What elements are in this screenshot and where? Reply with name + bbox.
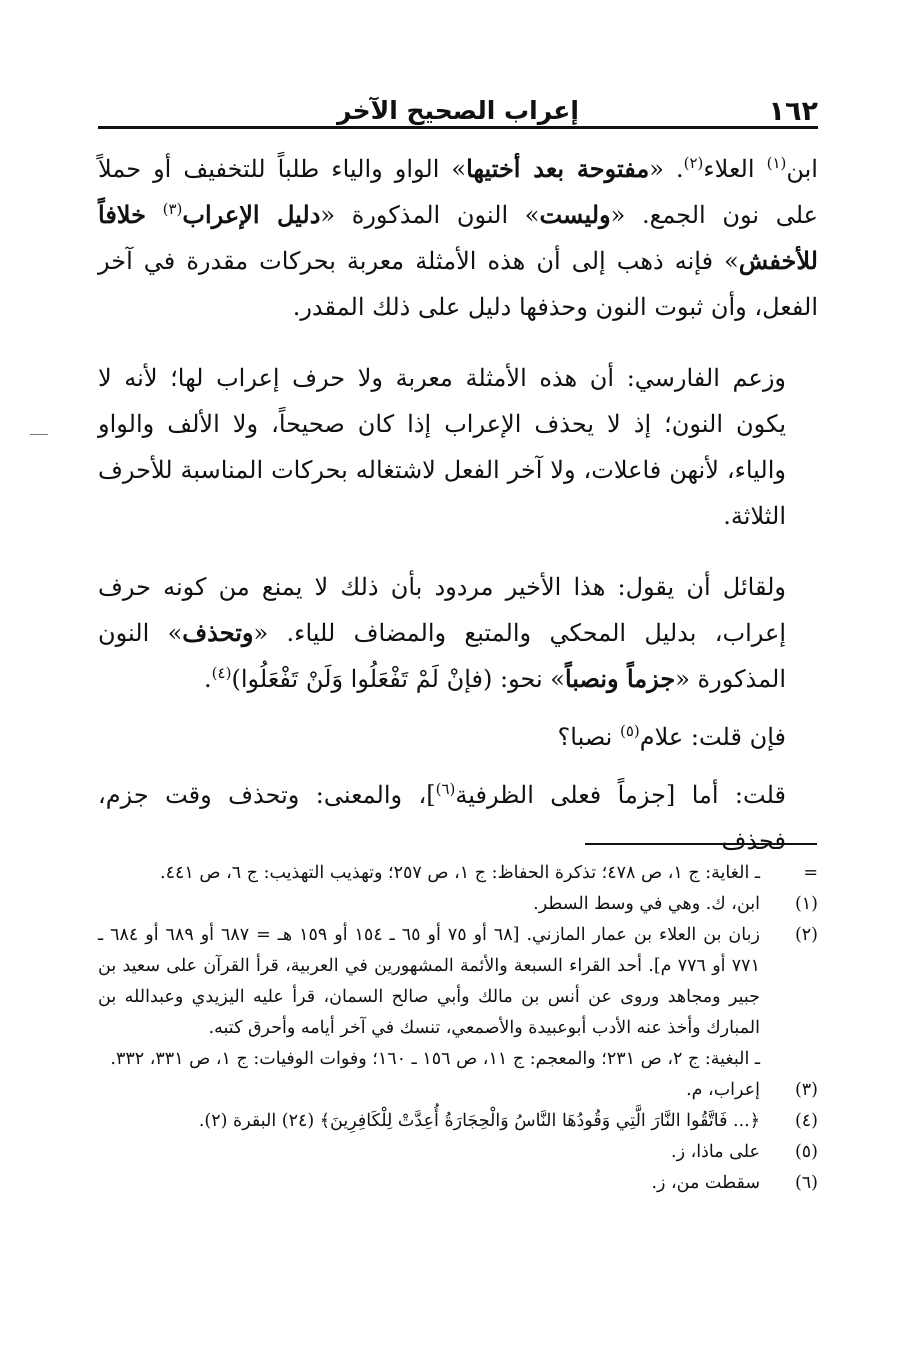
footnote <box>98 920 818 1075</box>
page-number: ١٦٢ <box>768 96 818 127</box>
margin-mark <box>30 434 48 435</box>
text-run: وزعم الفارسي: أن هذه الأمثلة معربة ولا حرف إعراب لها؛ لأنه لا يكون النون؛ إذ لا يحذف الإعراب إذا كان صحيحاً، ولا الألف والواو والياء، لأنهن فاعلات، ولا آخر الفعل لاشتغاله بحركات المناسبة للأحرف الثلاثة. <box>98 364 786 530</box>
footnote-line: إعراب، م. <box>686 1080 760 1100</box>
footnote-ref: (٦) <box>435 780 456 798</box>
paragraph <box>98 355 818 539</box>
footnote-ref: (٤) <box>211 664 232 682</box>
paragraph <box>98 772 818 864</box>
footnote-number: (٥) <box>794 1142 818 1162</box>
bold-term: وتحذف <box>182 618 254 647</box>
text-run: » فإنه ذهب إلى أن هذه الأمثلة معربة بحركات مقدرة في آخر الفعل، وأن ثبوت النون وحذفها دليل على ذلك المقدر. <box>98 247 818 321</box>
text-run: » نحو: (فإنْ لَمْ تَفْعَلُوا وَلَنْ تَفْعَلُوا) <box>231 665 565 693</box>
footnote-number: (٣) <box>794 1080 818 1100</box>
footnote <box>98 1168 818 1199</box>
footnote-line: ابن، ك. وهي في وسط السطر. <box>533 894 760 914</box>
text-run: ]، والمعنى: وتحذف وقت جزم، فحذف <box>98 781 786 855</box>
footnote-number: (٢) <box>794 925 818 945</box>
text-run: ابن <box>786 155 818 183</box>
text-run: ولقائل أن يقول: هذا الأخير مردود بأن ذلك لا يمنع من كونه حرف إعراب، بدليل المحكي والمتبع والمضاف للياء. « <box>98 573 787 647</box>
paragraph <box>98 146 818 330</box>
footnote-ref: (٣) <box>162 200 183 218</box>
footnotes <box>98 858 818 1199</box>
footnote-separator <box>585 843 817 845</box>
footnote-text <box>98 1075 760 1106</box>
footnote-line: زبان بن العلاء بن عمار المازني. [٦٨ أو ٧٥ أو ٦٥ ـ ١٥٤ أو ١٥٩ هـ = ٦٨٧ أو ٦٨٩ أو ٦٨٤ ـ ٧٧١ أو ٧٧٦ م]. أحد القراء السبعة والأئمة المشهورين في العربية، قرأ القرآن على سعيد بن جبير ومجاهد وروى عن أنس بن مالك وأبي صالح السمان، قرأ عليه اليزيدي وعبدالله بن المبارك وأخذ عنه الأدب أبوعبيدة والأصمعي، تنسك في آخر أيامه وأحرق كتبه. <box>98 925 760 1038</box>
footnote-text <box>98 889 760 920</box>
footnote-text <box>98 920 760 1075</box>
footnote-line: على ماذا، ز. <box>671 1142 760 1162</box>
text-run: » الواو والياء طلباً للتخفيف أو حملاً على نون الجمع. « <box>98 155 818 229</box>
text-run: فإن قلت: علام <box>639 723 786 751</box>
text-run: العلاء <box>703 155 767 183</box>
main-text <box>98 146 818 864</box>
bold-term: دليل الإعراب <box>182 200 321 229</box>
text-run: . <box>204 665 212 693</box>
footnote-text <box>98 1137 760 1168</box>
footnote-ref: (٥) <box>619 722 640 740</box>
bold-term: وليست <box>539 200 611 229</box>
footnote-ref: (١) <box>766 154 787 172</box>
footnote-number: (١) <box>794 894 818 914</box>
footnote <box>98 1075 818 1106</box>
text-run: نصبا؟ <box>557 723 620 751</box>
footnote <box>98 889 818 920</box>
footnote <box>98 1106 818 1137</box>
text-run: . « <box>649 155 684 183</box>
bold-term: مفتوحة بعد أختيها <box>466 154 650 183</box>
footnote-number: (٤) <box>794 1111 818 1131</box>
footnote-text <box>98 1168 760 1199</box>
footnote-line: ـ الغاية: ج ١، ص ٤٧٨؛ تذكرة الحفاظ: ج ١، ص ٢٥٧؛ وتهذيب التهذيب: ج ٦، ص ٤٤١. <box>160 863 760 883</box>
footnote-line: سقطت من، ز. <box>651 1173 760 1193</box>
text-run <box>146 201 163 229</box>
footnote-ref: (٢) <box>683 154 704 172</box>
bold-term: جزماً ونصباً <box>564 664 676 693</box>
text-run: قلت: أما [جزماً فعلى الظرفية <box>455 781 786 809</box>
page-header <box>98 96 818 128</box>
footnote-line: ـ البغية: ج ٢، ص ٢٣١؛ والمعجم: ج ١١، ص ١٥٦ ـ ١٦٠؛ وفوات الوفيات: ج ١، ص ٣٣١، ٣٣٢. <box>110 1049 760 1069</box>
header-rule <box>98 126 818 129</box>
footnote <box>98 858 818 889</box>
paragraph <box>98 714 818 760</box>
paragraph <box>98 564 818 702</box>
footnote <box>98 1137 818 1168</box>
bold-term: خلافاً للأخفش <box>98 200 818 275</box>
text-run: » النون المذكورة « <box>98 619 786 693</box>
footnote-number: (٦) <box>794 1173 818 1193</box>
running-title: إعراب الصحيح الآخر <box>337 96 579 125</box>
footnote-line: ﴿... فَاتَّقُوا النَّارَ الَّتِي وَقُودُهَا النَّاسُ وَالْحِجَارَةُ أُعِدَّتْ لِلْكَافِرِينَ﴾ (٢٤) البقرة (٢). <box>198 1111 760 1131</box>
footnote-text <box>98 858 760 889</box>
footnote-number: = <box>803 863 818 883</box>
text-run: » النون المذكورة « <box>320 201 540 229</box>
footnote-text <box>98 1106 760 1137</box>
